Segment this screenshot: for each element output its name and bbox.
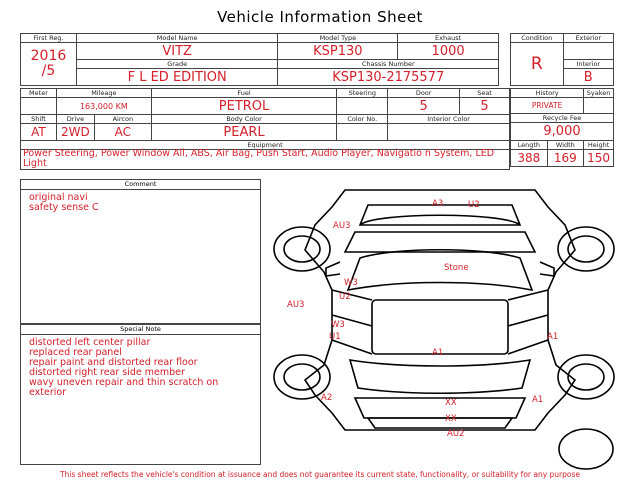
spare-tire	[559, 429, 613, 469]
body-color-value: PEARL	[151, 124, 337, 141]
meter-label: Meter	[21, 89, 57, 98]
damage-mark: A3	[432, 199, 444, 209]
syaken-label: Syaken	[584, 89, 614, 98]
comment-text: original navi safety sense C	[29, 192, 99, 213]
left-c-pillar	[332, 340, 372, 354]
damage-mark: U2	[339, 292, 351, 302]
height-label: Height	[584, 141, 614, 150]
damage-mark: XX	[445, 398, 457, 408]
exterior-label: Exterior	[563, 34, 613, 43]
body-color-label: Body Color	[151, 115, 337, 124]
damage-mark: A1	[547, 332, 559, 342]
mileage-label: Mileage	[56, 89, 151, 98]
damage-mark: AU3	[333, 221, 351, 231]
shift-label: Shift	[21, 115, 57, 124]
interior-value: B	[563, 69, 613, 86]
condition-value: R	[511, 43, 564, 86]
damage-mark: A1	[532, 395, 544, 405]
bonnet-curve	[360, 215, 520, 225]
damage-mark: W3	[331, 320, 345, 330]
equipment-label: Equipment	[21, 141, 510, 150]
rear-bumper	[368, 418, 512, 428]
front-right-wheel-hub	[568, 236, 604, 262]
history-value: PRIVATE	[511, 98, 584, 114]
steering-label: Steering	[337, 89, 388, 98]
front-left-wheel-hub	[284, 236, 320, 262]
trunk	[355, 398, 525, 418]
height-value: 150	[584, 150, 614, 167]
damage-mark: A1	[432, 348, 444, 358]
damage-mark: AU2	[447, 429, 465, 439]
first-reg-month: /5	[41, 63, 56, 79]
right-a-pillar	[508, 290, 548, 300]
right-mirror	[540, 262, 554, 276]
equipment-value: Power Steering, Power Window All, ABS, Air Bag, Push Start, Audio Player, Navigatio n System, LED Light	[20, 148, 510, 170]
damage-mark: U2	[468, 200, 480, 210]
rear-left-wheel-hub	[284, 364, 320, 390]
rear-window	[350, 360, 530, 393]
front-left-wheel	[274, 227, 330, 271]
model-name-label: Model Name	[76, 34, 278, 43]
aircon-value: AC	[94, 124, 151, 141]
width-label: Width	[547, 141, 584, 150]
first-reg-label: First Reg.	[21, 34, 77, 43]
color-no-label: Color No.	[337, 115, 388, 124]
drive-value: 2WD	[56, 124, 94, 141]
fuel-label: Fuel	[151, 89, 337, 98]
damage-mark: A2	[321, 393, 333, 403]
front-right-wheel	[558, 227, 614, 271]
length-label: Length	[511, 141, 548, 150]
model-type-value: KSP130	[278, 43, 398, 60]
interior-color-label: Interior Color	[388, 115, 510, 124]
damage-mark: W3	[344, 278, 358, 288]
left-a-pillar	[332, 290, 372, 300]
sheet-title: Vehicle Information Sheet	[217, 8, 423, 26]
shift-value: AT	[21, 124, 57, 141]
width-value: 169	[547, 150, 584, 167]
aircon-label: Aircon	[94, 115, 151, 124]
disclaimer-footer: This sheet reflects the vehicle's condition at issuance and does not guarantee its current state, functionality, or suitability for any purpose	[59, 470, 581, 479]
roof	[372, 300, 508, 354]
windshield	[348, 250, 532, 290]
grade-value: F L ED EDITION	[76, 69, 278, 86]
left-mirror	[326, 262, 340, 276]
damage-mark: Stone	[444, 263, 469, 273]
length-value: 388	[511, 150, 548, 167]
model-type-label: Model Type	[278, 34, 398, 43]
fuel-value: PETROL	[151, 98, 337, 115]
chassis-label: Chassis Number	[278, 60, 499, 69]
seat-value: 5	[460, 98, 510, 115]
door-label: Door	[388, 89, 460, 98]
damage-mark: XX	[445, 414, 457, 424]
seat-label: Seat	[460, 89, 510, 98]
exhaust-value: 1000	[398, 43, 499, 60]
damage-mark: U1	[329, 332, 341, 342]
drive-label: Drive	[56, 115, 94, 124]
special-note-text: distorted left center pillar replaced rear panel repair paint and distorted rear floor distorted right rear side member wavy uneven repair and thin scratch on exterior	[29, 337, 219, 398]
exhaust-label: Exhaust	[398, 34, 499, 43]
mileage-value: 163,000 KM	[56, 98, 151, 115]
damage-mark: AU3	[287, 300, 305, 310]
right-c-pillar	[508, 340, 548, 354]
chassis-value: KSP130-2175577	[278, 69, 499, 86]
recycle-fee-value: 9,000	[511, 123, 614, 141]
recycle-fee-label: Recycle Fee	[511, 114, 614, 123]
door-value: 5	[388, 98, 460, 115]
first-reg-year: 2016	[30, 48, 67, 64]
comment-label: Comment	[21, 180, 260, 190]
rear-right-wheel-hub	[568, 364, 604, 390]
condition-label: Condition	[511, 34, 564, 43]
special-note-label: Special Note	[21, 325, 260, 335]
right-door-split	[508, 315, 548, 326]
model-name-value: VITZ	[76, 43, 278, 60]
history-label: History	[511, 89, 584, 98]
interior-label: Interior	[563, 60, 613, 69]
grade-label: Grade	[76, 60, 278, 69]
